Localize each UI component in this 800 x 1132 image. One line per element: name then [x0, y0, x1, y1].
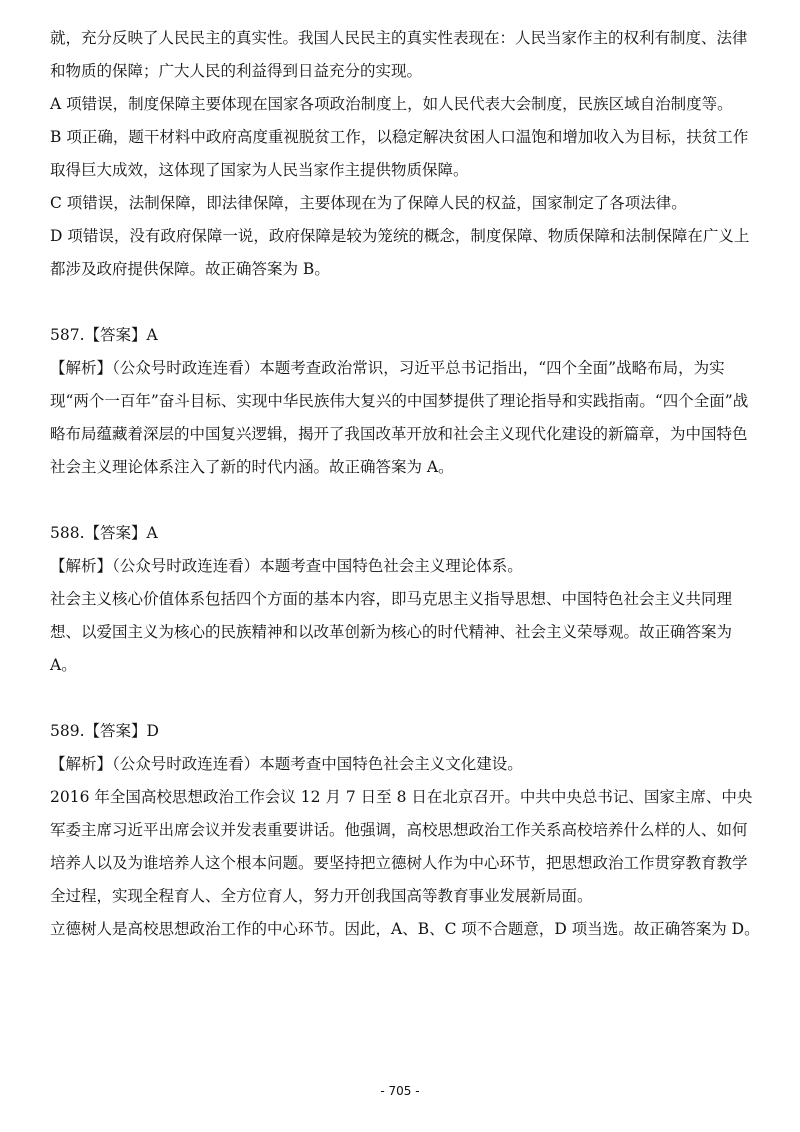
- q589-body-1: 2016 年全国高校思想政治工作会议 12 月 7 日至 8 日在北京召开。中共中央总书记、国家主席、中央军委主席习近平出席会议并发表重要讲话。他强调，高校思想政治工作关系高校培养什么样的人、如何培养人以及为谁培养人这个根本问题。要坚持把立德树人作为中心环节，把思想政治工作贯穿教育教学全过程，实现全程育人、全方位育人，努力开创我国高等教育事业发展新局面。: [50, 788, 753, 905]
- option-b-paragraph: B 项正确，题干材料中政府高度重视脱贫工作，以稳定解决贫困人口温饱和增加收入为目标，扶贫工作取得巨大成效，这体现了国家为人民当家作主提供物质保障。: [50, 128, 749, 179]
- option-c-paragraph: C 项错误，法制保障，即法律保障，主要体现在为了保障人民的权益，国家制定了各项法律。: [50, 194, 687, 212]
- q588-body: 社会主义核心价值体系包括四个方面的基本内容，即马克思主义指导思想、中国特色社会主义共同理想、以爱国主义为核心的民族精神和以改革创新为核心的时代精神、社会主义荣辱观。故正确答案为 A。: [50, 590, 733, 674]
- intro-paragraph: 就，充分反映了人民民主的真实性。我国人民民主的真实性表现在：人民当家作主的权利有制度、法律和物质的保障；广大人民的利益得到日益充分的实现。: [50, 29, 748, 80]
- spacer: [50, 484, 760, 517]
- q587-answer-heading: 587.【答案】A: [50, 326, 158, 344]
- q589-analysis: 【解析】（公众号时政连连看）本题考查中国特色社会主义文化建设。: [50, 755, 523, 773]
- page-number: - 705 -: [380, 1084, 420, 1098]
- q589-body-2: 立德树人是高校思想政治工作的中心环节。因此，A、B、C 项不合题意，D 项当选。故正确答案为 D。: [50, 920, 760, 938]
- spacer: [50, 286, 760, 319]
- option-a-paragraph: A 项错误，制度保障主要体现在国家各项政治制度上，如人民代表大会制度，民族区域自治制度等。: [50, 95, 733, 113]
- option-d-paragraph: D 项错误，没有政府保障一说，政府保障是较为笼统的概念，制度保障、物质保障和法制保障在广义上都涉及政府提供保障。故正确答案为 B。: [50, 227, 750, 278]
- q588-analysis: 【解析】（公众号时政连连看）本题考查中国特色社会主义理论体系。: [50, 557, 523, 575]
- q589-answer-heading: 589.【答案】D: [50, 722, 159, 740]
- q588-answer-heading: 588.【答案】A: [50, 524, 158, 542]
- spacer: [50, 682, 760, 715]
- q587-analysis: 【解析】（公众号时政连连看）本题考查政治常识，习近平总书记指出，“四个全面”战略布局，为实现“两个一百年”奋斗目标、实现中华民族伟大复兴的中国梦提供了理论指导和实践指南。“四个全面”战略布局蕴藏着深层的中国复兴逻辑，揭开了我国改革开放和社会主义现代化建设的新篇章，为中国特色社会主义理论体系注入了新的时代内涵。故正确答案为 A。: [50, 359, 749, 476]
- document-page: [50, 22, 760, 946]
